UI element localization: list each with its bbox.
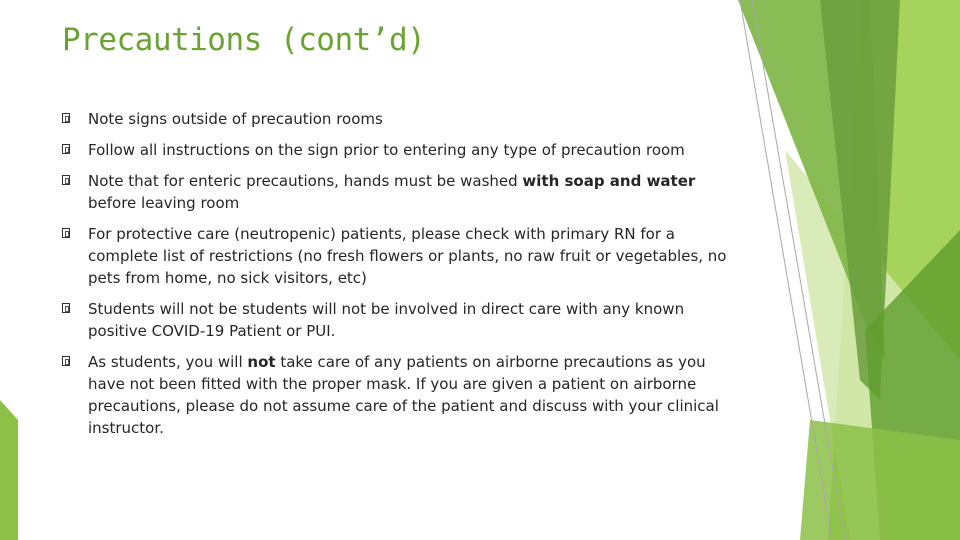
square-bullet-icon bbox=[62, 228, 70, 238]
bullet-text-post: before leaving room bbox=[88, 194, 240, 212]
square-bullet-icon bbox=[62, 303, 70, 313]
bullet-item bbox=[62, 351, 732, 439]
bullet-text-post: take care of any patients on airborne precautions as you have not been fitted with the proper mask. If you are given a patient on airborne precautions, please do not assume care of the patient and discuss with your clinical instructor. bbox=[88, 353, 719, 437]
bullet-item bbox=[62, 298, 732, 342]
slide-title: Precautions (cont’d) bbox=[62, 22, 426, 58]
bullet-text: Follow all instructions on the sign prior to entering any type of precaution room bbox=[88, 141, 685, 159]
bullet-text: Students will not be students will not be involved in direct care with any known positive COVID-19 Patient or PUI. bbox=[88, 300, 685, 340]
bullet-item bbox=[62, 139, 732, 161]
bullet-text-pre: Note that for enteric precautions, hands must be washed bbox=[88, 172, 523, 190]
bullet-text: For protective care (neutropenic) patients, please check with primary RN for a complete list of restrictions (no fresh flowers or plants, no raw fruit or vegetables, no pets from home, no sick visitors, etc) bbox=[88, 225, 727, 287]
bullet-text-bold: not bbox=[247, 353, 276, 371]
square-bullet-icon bbox=[62, 144, 70, 154]
square-bullet-icon bbox=[62, 356, 70, 366]
deco-shape-bottom bbox=[800, 420, 960, 540]
bullet-text: Note signs outside of precaution rooms bbox=[88, 110, 383, 128]
square-bullet-icon bbox=[62, 175, 70, 185]
bullet-text-bold: with soap and water bbox=[522, 172, 696, 190]
bullet-item bbox=[62, 223, 732, 289]
bullet-item bbox=[62, 108, 732, 130]
bullet-list bbox=[62, 108, 732, 448]
bullet-item bbox=[62, 170, 732, 214]
square-bullet-icon bbox=[62, 113, 70, 123]
deco-shape-left-bottom bbox=[0, 400, 18, 540]
bullet-text-pre: As students, you will bbox=[88, 353, 248, 371]
